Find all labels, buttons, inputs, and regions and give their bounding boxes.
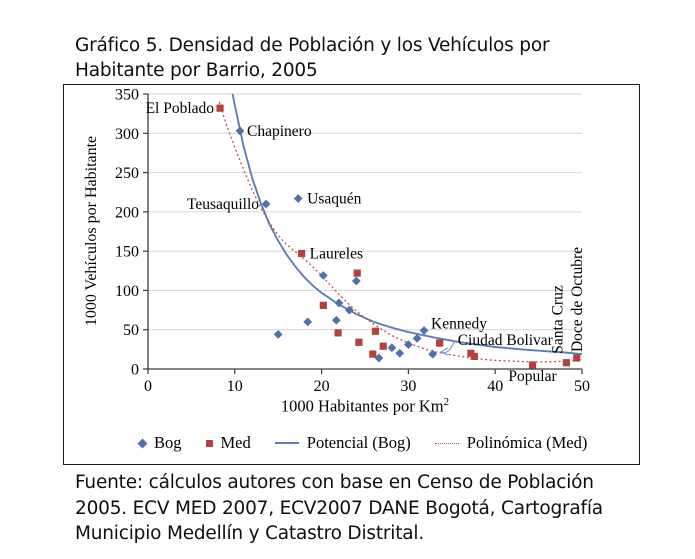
y-tick-label: 100 bbox=[115, 282, 139, 300]
source-line1: Fuente: cálculos autores con base en Censo de Población bbox=[75, 472, 594, 493]
point-label: Ciudad Bolivar bbox=[457, 332, 553, 350]
legend-item-polinomica bbox=[435, 433, 588, 453]
y-tick-label: 0 bbox=[131, 361, 139, 379]
bog-point bbox=[236, 127, 245, 136]
bog-point bbox=[388, 343, 397, 352]
x-tick-label: 20 bbox=[313, 378, 330, 395]
legend-item-bog bbox=[139, 433, 182, 453]
bog-point bbox=[420, 326, 429, 335]
med-point bbox=[369, 350, 376, 357]
point-label: El Poblado bbox=[145, 100, 215, 118]
legend-label-bog: Bog bbox=[154, 433, 182, 452]
source-line3: Municipio Medellín y Catastro Distrital. bbox=[75, 523, 425, 544]
bog-point bbox=[428, 350, 437, 359]
bog-point bbox=[303, 317, 312, 326]
med-point bbox=[216, 105, 223, 112]
annotations bbox=[146, 100, 586, 385]
x-tick-label: 40 bbox=[487, 378, 504, 395]
med-point bbox=[471, 353, 478, 360]
point-label: Chapinero bbox=[247, 122, 312, 140]
point-label: Laureles bbox=[309, 245, 363, 263]
med-point bbox=[298, 250, 305, 257]
y-tick-label: 200 bbox=[115, 204, 139, 222]
legend-label-med: Med bbox=[220, 433, 251, 452]
chart-legend bbox=[139, 433, 587, 453]
med-point bbox=[354, 270, 361, 277]
square-marker-icon bbox=[206, 440, 213, 447]
x-axis-title bbox=[148, 396, 582, 417]
x-axis-title-text: 1000 Habitantes por Km bbox=[280, 396, 444, 416]
figure-title-line1: Gráfico 5. Densidad de Población y los Vehículos por bbox=[75, 35, 550, 56]
bog-point bbox=[274, 330, 283, 339]
bog-point bbox=[332, 316, 341, 325]
point-label: Doce de Octubre bbox=[568, 246, 586, 352]
legend-label-potencial: Potencial (Bog) bbox=[306, 433, 411, 452]
bog-point bbox=[352, 277, 361, 286]
bog-point bbox=[294, 194, 303, 203]
source-line2: 2005. ECV MED 2007, ECV2007 DANE Bogotá, Cartografía bbox=[75, 497, 603, 519]
med-point bbox=[334, 329, 341, 336]
point-label: Popular bbox=[508, 368, 557, 386]
solid-line-icon bbox=[275, 442, 299, 444]
med-point bbox=[563, 359, 570, 366]
y-axis-title: 1000 Vehículos por Habitante bbox=[83, 135, 100, 327]
figure-title-line2: Habitante por Barrio, 2005 bbox=[75, 60, 318, 81]
med-point bbox=[355, 339, 362, 346]
y-tick-label: 150 bbox=[115, 243, 139, 261]
source-note bbox=[75, 470, 655, 547]
x-axis-title-superscript: 2 bbox=[443, 396, 450, 408]
bog-point bbox=[395, 349, 404, 358]
dotted-line-icon bbox=[435, 443, 459, 444]
y-tick-label: 250 bbox=[115, 165, 139, 183]
diamond-marker-icon bbox=[138, 438, 148, 448]
med-point bbox=[573, 354, 580, 361]
y-tick-label: 350 bbox=[115, 86, 139, 104]
legend-item-potencial bbox=[275, 433, 411, 453]
x-tick-label: 30 bbox=[400, 378, 417, 395]
legend-item-med bbox=[206, 433, 251, 453]
y-tick-label: 300 bbox=[115, 125, 139, 143]
x-tick-label: 0 bbox=[144, 378, 152, 395]
x-tick-label: 50 bbox=[574, 378, 590, 395]
med-point bbox=[372, 328, 379, 335]
bog-point bbox=[319, 271, 328, 280]
point-label: Usaquén bbox=[307, 190, 362, 208]
x-tick-label: 10 bbox=[226, 378, 243, 395]
point-label: Kennedy bbox=[431, 315, 487, 333]
med-point bbox=[436, 339, 443, 346]
med-point bbox=[380, 343, 387, 350]
legend-label-polinomica: Polinómica (Med) bbox=[466, 433, 588, 452]
med-point bbox=[320, 302, 327, 309]
y-tick-label: 50 bbox=[123, 322, 139, 340]
point-label: Santa Cruz bbox=[549, 285, 567, 354]
point-label: Teusaquillo bbox=[186, 196, 260, 213]
